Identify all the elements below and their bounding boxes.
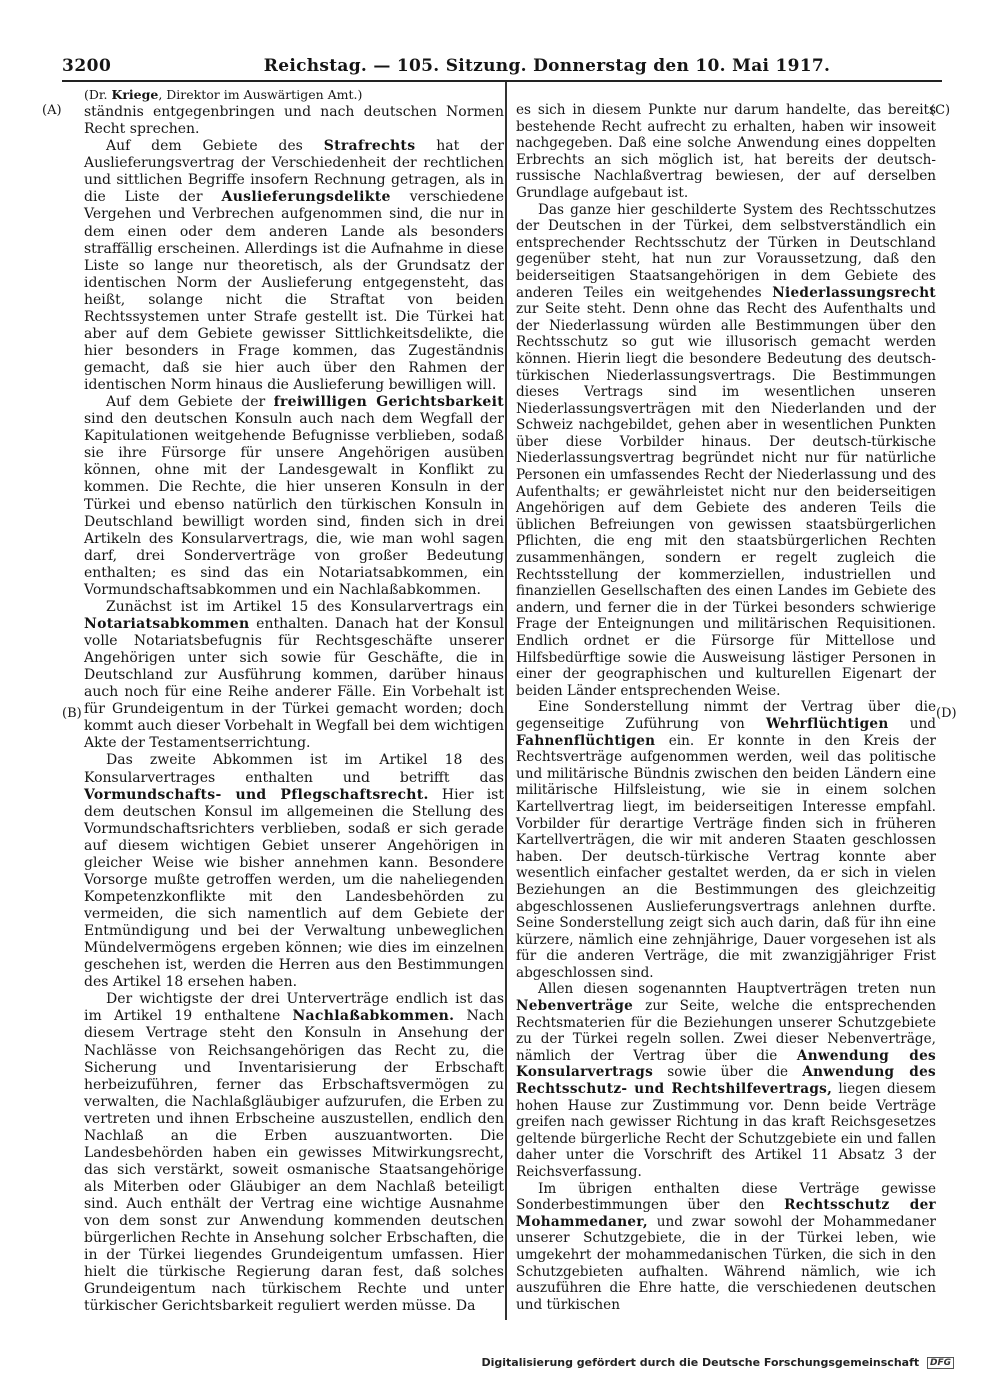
paragraph: Der wichtigste der drei Unterverträge endlich ist das im Artikel 19 enthaltene Nachlaßabkommen. Nach diesem Vertrage steht den Konsuln in Ansehung der Nachlässe von Reichsangehörigen das Recht zu, die Sicherung und Inventarisierung der Erbschaft herbeizuführen, ferner das Erbschaftsvermögen zu verwalten, die Nachlaßgläubiger aufzurufen, die Erben zu vertreten und ihnen Erbscheine auszustellen, endlich den Nachlaß an die Erben auszuantworten. Die Landesbehörden haben ein gewisses Mitwirkungsrecht, das sich verstärkt, soweit osmanische Staatsangehörige als Miterben oder Gläubiger an dem Nachlaß beteiligt sind. Auch enthält der Vertrag eine wichtige Ausnahme von dem sonst zur Anwendung kommenden deutschen bürgerlichen Rechte in Ansehung solcher Erbschaften, die in der Türkei liegendes Grundeigentum umfassen. Hier hielt die türkische Regierung daran fest, daß solches Grundeigentum nach türkischem Rechte und unter türkischer Gerichtsbarkeit reguliert werden müsse. Da — [84, 991, 504, 1315]
header-rule — [62, 80, 942, 82]
speaker-line: (Dr. Kriege, Direktor im Auswärtigen Amt.) — [84, 87, 363, 102]
column-divider — [505, 82, 507, 1320]
margin-marker-d: (D) — [936, 706, 957, 721]
page-number: 3200 — [62, 56, 112, 76]
margin-marker-a: (A) — [42, 103, 62, 118]
margin-marker-c: (C) — [930, 103, 951, 118]
paragraph: Eine Sonderstellung nimmt der Vertrag über die gegenseitige Zuführung von Wehrflüchtigen und Fahnenflüchtigen ein. Er konnte in den Kreis der Rechtsverträge aufgenommen werden, weil das politische und militärische Bündnis zwischen den beiden Ländern eine militärische Hilfsleistung, wie sie in einem solchen Kartellvertrag liegt, im beiderseitigen Interesse empfahl. Vorbilder für derartige Verträge finden sich in früheren Kartellverträgen, die wir mit anderen Staaten geschlossen haben. Der deutsch-türkische Vertrag konnte aber wesentlich einfacher gestaltet werden, da er sich in vielen Beziehungen an die Bestimmungen des gleichzeitig abgeschlossenen Auslieferungsvertrags anlehnen durfte. Seine Sonderstellung zeigt sich auch darin, daß für ihn eine kürzere, nämlich eine zehnjährige, Dauer vorgesehen ist als für die anderen Verträge, die mit zwanzigjähriger Frist abgeschlossen sind. — [516, 699, 936, 981]
paragraph: Zunächst ist im Artikel 15 des Konsularvertrags ein Notariatsabkommen enthalten. Danach hat der Konsul volle Notariatsbefugnis für Rechtsgeschäfte unserer Angehörigen unter sich sowie für Geschäfte, die in Deutschland zur Ausführung kommen, darüber hinaus auch noch für eine Reihe anderer Fälle. Ein Vorbehalt ist für Grundeigentum in der Türkei gemacht worden; doch kommt auch dieser Vorbehalt in Wegfall bei dem wichtigen Akte der Testamentserrichtung. — [84, 598, 504, 752]
paragraph: Auf dem Gebiete des Strafrechts hat der Auslieferungsvertrag der Verschiedenheit der rechtlichen und sittlichen Begriffe insofern Rechnung getragen, als in die Liste der Auslieferungsdelikte verschiedene Vergehen und Verbrechen aufgenommen sind, die nur in dem einen oder dem anderen Lande als besonders straffällig erscheinen. Allerdings ist die Aufnahme in diese Liste so lange nur theoretisch, als der Grundsatz der identischen Norm der Auslieferung entgegensteht, das heißt, solange nicht die Straftat von beiden Rechtssystemen unter Strafe gestellt ist. Die Türkei hat aber auf dem Gebiete gewisser Sittlichkeitsdelikte, die hier besonders in Frage kommen, das Zugeständnis gemacht, daß sie hier auch über den Rahmen der identischen Norm hinaus die Auslieferung bewilligen will. — [84, 138, 504, 394]
page-header — [62, 56, 942, 78]
margin-marker-b: (B) — [62, 706, 82, 721]
left-column — [84, 86, 504, 1316]
paragraph: Das ganze hier geschilderte System des Rechtsschutzes der Deutschen in der Türkei, dem selbstverständlich ein entsprechender Rechtsschutz der Türken in Deutschland gegenüber steht, hat nun zur Voraussetzung, daß den beiderseitigen Staatsangehörigen in dem Gebiete des anderen Teiles ein weitgehendes Niederlassungsrecht zur Seite steht. Denn ohne das Recht des Aufenthalts und der Niederlassung würden alle Bestimmungen über den Rechtsschutz so gut wie illusorisch gemacht werden können. Hierin liegt die besondere Bedeutung des deutsch-türkischen Niederlassungsvertrags. Die Bestimmungen dieses Vertrags sind im wesentlichen unseren Niederlassungsverträgen mit den Niederlanden und der Schweiz nachgebildet, gehen aber in wesentlichen Punkten über diese Vorbilder hinaus. Der deutsch-türkische Niederlassungsvertrag begründet nicht nur für natürliche Personen ein umfassendes Recht der Niederlassung und des Aufenthalts; er gewährleistet nicht nur den beiderseitigen Angehörigen auf dem Gebiete des anderen Teils die üblichen Befreiungen von gewissen staatsbürgerlichen Pflichten, die eng mit den staatsbürgerlichen Rechten zusammenhängen, sondern er regelt zugleich die Rechtsstellung der kommerziellen, industriellen und finanziellen Gesellschaften des einen Landes im Gebiete des andern, und ferner die in der Türkei besonders schwierige Frage der Enteignungen und militärischen Requisitionen. Endlich ordnet er die Fürsorge für Mittellose und Hilfsbedürftige sowie die Ausweisung lästiger Personen in einer der geographischen und kulturellen Eigenart der beiden Länder entsprechenden Weise. — [516, 201, 936, 699]
paragraph: Im übrigen enthalten diese Verträge gewisse Sonderbestimmungen über den Rechtsschutz der Mohammedaner, und zwar sowohl der Mohammedaner unserer Schutzgebiete, die in der Türkei leben, wie umgekehrt der mohammedanischen Türken, die sich in den Schutzgebieten aufhalten. Während nämlich, wie ich auszuführen die Ehre hatte, die verschiedenen deutschen und türkischen — [516, 1180, 936, 1313]
dfg-logo: DFG — [927, 1357, 954, 1369]
paragraph: Das zweite Abkommen ist im Artikel 18 des Konsularvertrages enthalten und betrifft das Vormundschafts- und Pflegschaftsrecht. Hier ist dem deutschen Konsul im allgemeinen die Stellung des Vormundschaftsrichters verblieben, sodaß er sich gerade auf diesem wichtigen Gebiet unserer Angehörigen in gleicher Weise wie bisher annehmen kann. Besondere Vorsorge mußte getroffen werden, um die naheliegenden Kompetenzkonflikte mit den Landesbehörden zu vermeiden, die sich namentlich auf dem Gebiete der Entmündigung und bei der Verwaltung unbeweglichen Mündelvermögens ergeben können; wie dies im einzelnen geschehen ist, werden die Herren aus den Bestimmungen des Artikel 18 ersehen haben. — [84, 752, 504, 991]
footer-text: Digitalisierung gefördert durch die Deutsche Forschungsgemeinschaft — [481, 1356, 920, 1369]
right-column — [516, 102, 936, 1313]
paragraph: es sich in diesem Punkte nur darum handelte, das bereits bestehende Recht aufrecht zu erhalten, haben wir insoweit nachgegeben. Daß eine solche Anwendung eines doppelten Erbrechts an sich möglich ist, hat bereits der deutsch-russische Nachlaßvertrag bewiesen, der auf derselben Grundlage aufgebaut ist. — [516, 102, 936, 201]
paragraph: Auf dem Gebiete der freiwilligen Gerichtsbarkeit sind den deutschen Konsuln auch nach dem Wegfall der Kapitulationen weitgehende Befugnisse verblieben, sodaß sie ihre Fürsorge für unsere Angehörigen ausüben können, ohne mit der Landesgewalt in Konflikt zu kommen. Die Rechte, die hier unseren Konsuln in der Türkei und ebenso natürlich den türkischen Konsuln in Deutschland bewilligt worden sind, finden sich in drei Artikeln des Konsularvertrags, die, wie man wohl sagen darf, drei Sonderverträge von großer Bedeutung enthalten; es sind das ein Notariatsabkommen, ein Vormundschaftsabkommen und ein Nachlaßabkommen. — [84, 394, 504, 598]
digitization-footer — [481, 1356, 954, 1369]
running-head: Reichstag. — 105. Sitzung. Donnerstag den 10. Mai 1917. — [263, 56, 831, 76]
paragraph: ständnis entgegenbringen und nach deutschen Normen Recht sprechen. — [84, 104, 504, 138]
paragraph: Allen diesen sogenannten Hauptverträgen treten nun Nebenverträge zur Seite, welche die entsprechenden Rechtsmaterien für die Beziehungen unserer Schutzgebiete zu der Türkei regeln sollen. Zwei dieser Nebenverträge, nämlich der Vertrag über die Anwendung des Konsularvertrags sowie über die Anwendung des Rechtsschutz- und Rechtshilfevertrags, liegen diesem hohen Hause zur Zustimmung vor. Denn beide Verträge greifen nach gewisser Richtung in das kraft Reichsgesetzes geltende bürgerliche Recht der Schutzgebiete ein und fallen daher unter die Vorschrift des Artikel 11 Absatz 3 der Reichsverfassung. — [516, 981, 937, 1180]
speaker-name: Kriege — [111, 87, 159, 102]
